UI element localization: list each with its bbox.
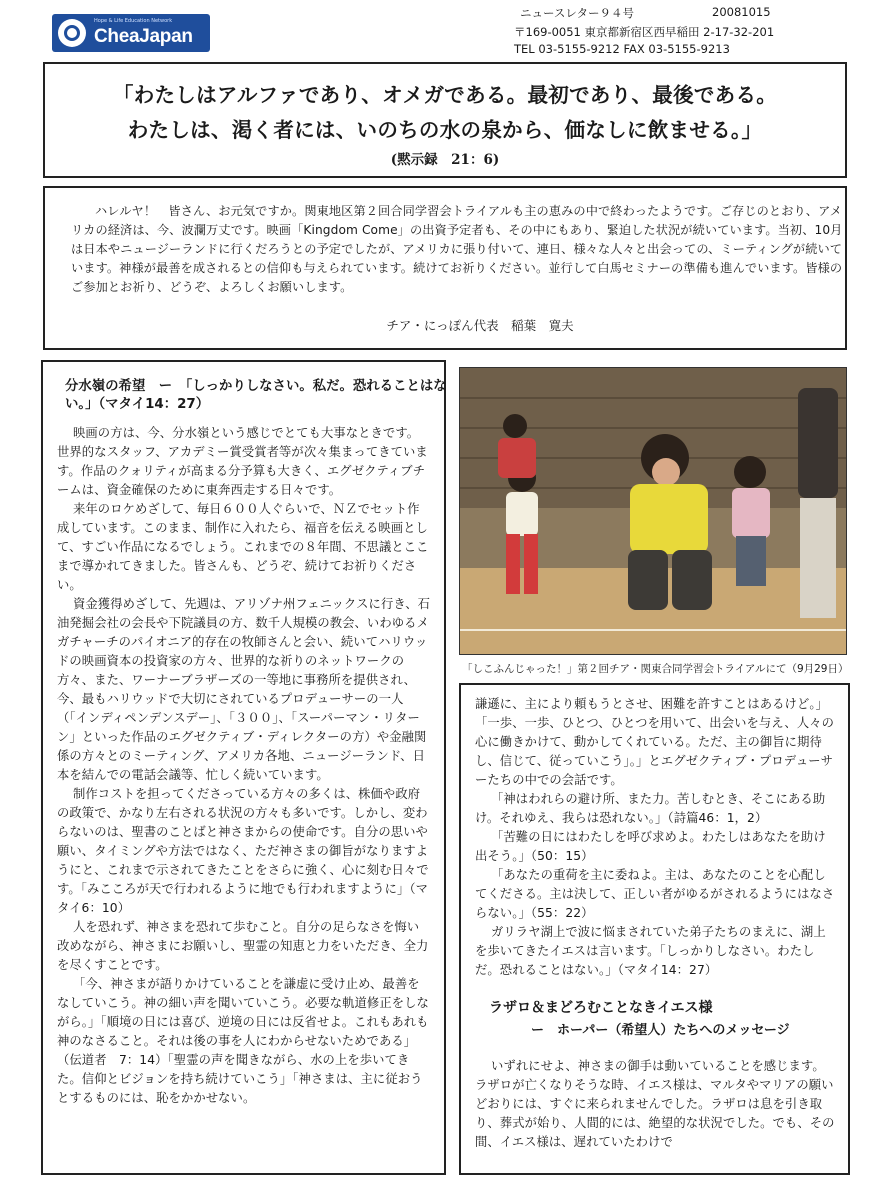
paragraph: 人を恐れず、神さまを恐れて歩むこと。自分の足らなさを悔い改めながら、神さまにお願いし、聖霊の知恵と力をいただき、全力を尽くすことです。 [57, 920, 429, 972]
scripture-line-1: 「わたしはアルファであり、オメガである。最初であり、最後である。 [112, 83, 778, 107]
paragraph: 制作コストを担ってくださっている方々の多くは、株価や政府の政策で、かなり左右される状況の方々も多いです。しかし、変わらないのは、聖書のことばと神さまからの使命です。自分の思いや願い、タイミングや方法ではなく、ただ神さまの御旨がなりますようにと、これまで示されてきたことをさらに強く、心に刻む日々です。「みこころが天で行われるように地でも行われますように」（マタイ6：10） [57, 787, 429, 915]
paragraph: 「今、神さまが語りかけていることを謙虚に受け止め、最善をなしていこう。神の細い声を聞いていこう。必要な軌道修正をしながら。」「順境の日には喜び、逆境の日には反省せよ。これもあれも神のなさること。それは後の事を人にわからせないためである」（伝道者 7：14）「聖霊の声を聞きながら、水の上を歩いてきた。信仰とビジョンを持ち続けていこう」「神さまは、主に従おうとするものには、恥をかかせない。 [57, 977, 429, 1105]
article-body [57, 424, 431, 1108]
greeting-signature: チア・にっぽん代表 稲葉 寛夫 [386, 318, 574, 333]
article-title: 分水嶺の希望 ー 「しっかりしなさい。私だ。恐れることはない。」（マタイ14：27） [65, 379, 447, 412]
chea-japan-logo [52, 14, 210, 52]
greeting-box [43, 186, 847, 350]
paragraph: 謙遜に、主により頼もうとさせ、困難を許すことはあるけど。」「一歩、一歩、ひとつ、ひとつを用いて、出会いを与え、人々の心に働きかけて、動かしてくれている。ただ、主の御旨に期待し、信じて、従っていこう」。」とエグゼクティブ・プロデューサーたちの中での会話です。 [475, 697, 835, 787]
section-body [475, 1057, 837, 1152]
section-subtitle: ー ホーパー（希望人）たちへのメッセージ [531, 1023, 790, 1038]
left-article [41, 360, 446, 1175]
logo-text: CheaJapan [94, 26, 193, 47]
right-article-body [475, 695, 837, 980]
newsletter-date: 20081015 [712, 5, 771, 19]
paragraph: 「苦難の日にはわたしを呼び求めよ。わたしはあなたを助け出そう。」（50：15） [475, 830, 826, 863]
paragraph: 来年のロケめざして、毎日６００人ぐらいで、ＮＺでセット作成しています。このまま、制作に入れたら、福音を伝える映画として、すごい作品になるでしょう。これまでの８年間、不思議とここまで導かれてきました。皆さんも、どうぞ、続けてお祈りください。 [57, 502, 429, 592]
event-photo [459, 367, 847, 655]
paragraph: 資金獲得めざして、先週は、アリゾナ州フェニックスに行き、石油発掘会社の会長や下院議員の方、数千人規模の教会、いわゆるメガチャーチのパイオニア的存在の牧師さんと会い、続いてハリウッドの映画資本の投資家の方々、世界的な祈りのネットワークの方々、また、ワーナーブラザーズの一等地に事務所を提供され、今、最もハリウッドで大切にされているプロデューサーの一人（「インディペンデンスデー」、「３００」、「スーパーマン・リターン」といった作品のエグゼクティブ・ディレクターの方）や金融関係の方々とのミーティング、アメリカ各地、ニュージーランド、日本を結んでの電話会議等、忙しく続いています。 [57, 597, 431, 782]
scripture-line-2: わたしは、渇く者には、いのちの水の泉から、価なしに飲ませる。」 [127, 118, 763, 142]
scripture-box [43, 62, 847, 178]
phone-fax: TEL 03-5155-9212 FAX 03-5155-9213 [514, 42, 730, 56]
paragraph: 映画の方は、今、分水嶺という感じでとても大事なときです。世界的なスタッフ、アカデミー賞受賞者等が次々集まってきています。作品のクォリティが高まる分予算も大きく、エグゼクティブチームは、資金確保のために東奔西走する日々です。 [57, 426, 428, 497]
paragraph: 「あなたの重荷を主に委ねよ。主は、あなたのことを心配してくださる。主は決して、正しい者がゆるがされるようにはなさらない。」（55：22） [475, 868, 835, 920]
paragraph: ガリラヤ湖上で波に悩まされていた弟子たちのまえに、湖上を歩いてきたイエスは言います。「しっかりしなさい。わたしだ。恐れることはない。」（マタイ14：27） [475, 925, 826, 977]
paragraph: 「神はわれらの避け所、また力。苦しむとき、そこにある助け。それゆえ、我らは恐れない。」（詩篇46：1，2） [475, 792, 826, 825]
logo-mark-icon [58, 19, 86, 47]
address: 〒169-0051 東京都新宿区西早稲田 2-17-32-201 [514, 25, 775, 39]
right-article [459, 683, 850, 1175]
section-title: ラザロ＆まどろむことなきイエス様 [489, 1000, 713, 1016]
scripture-reference: (黙示録 21：6) [390, 152, 500, 168]
logo-tagline: Hope & Life Education Network [94, 18, 173, 24]
paragraph: いずれにせよ、神さまの御手は動いていることを感じます。ラザロが亡くなりそうな時、イエス様は、マルタやマリアの願いどおりには、すぐに来られませんでした。ラザロは息を引き取り、葬式が始り、人間的には、絶望的な状況でした。でも、その間、イエス様は、遅れていたわけで [475, 1059, 835, 1149]
photo-caption: 「しこふんじゃった！」第２回チア・関東合同学習会トライアルにて（9月29日） [462, 663, 849, 675]
newsletter-number: ニュースレター９４号 [520, 6, 634, 20]
greeting-text: ハレルヤ！ 皆さん、お元気ですか。関東地区第２回合同学習会トライアルも主の恵みの中で終わったようです。ご存じのとおり、アメリカの経済は、今、波瀾万丈です。映画「Kingdom Come」の出資予定者も、その中にもあり、緊迫した状況が続いています。当初、10月は日本やニュージーランドに行くだろうとの予定でしたが、アメリカに張り付いて、連日、様々な人々と出会っての、ミーティングが続いています。神様が最善を成されるとの信仰も与えられています。続けてお祈りください。並行して白馬セミナーの準備も進んでいます。皆様のご参加とお祈り、どうぞ、よろしくお願いします。 [71, 204, 843, 294]
children-exercising-photo [460, 368, 847, 655]
